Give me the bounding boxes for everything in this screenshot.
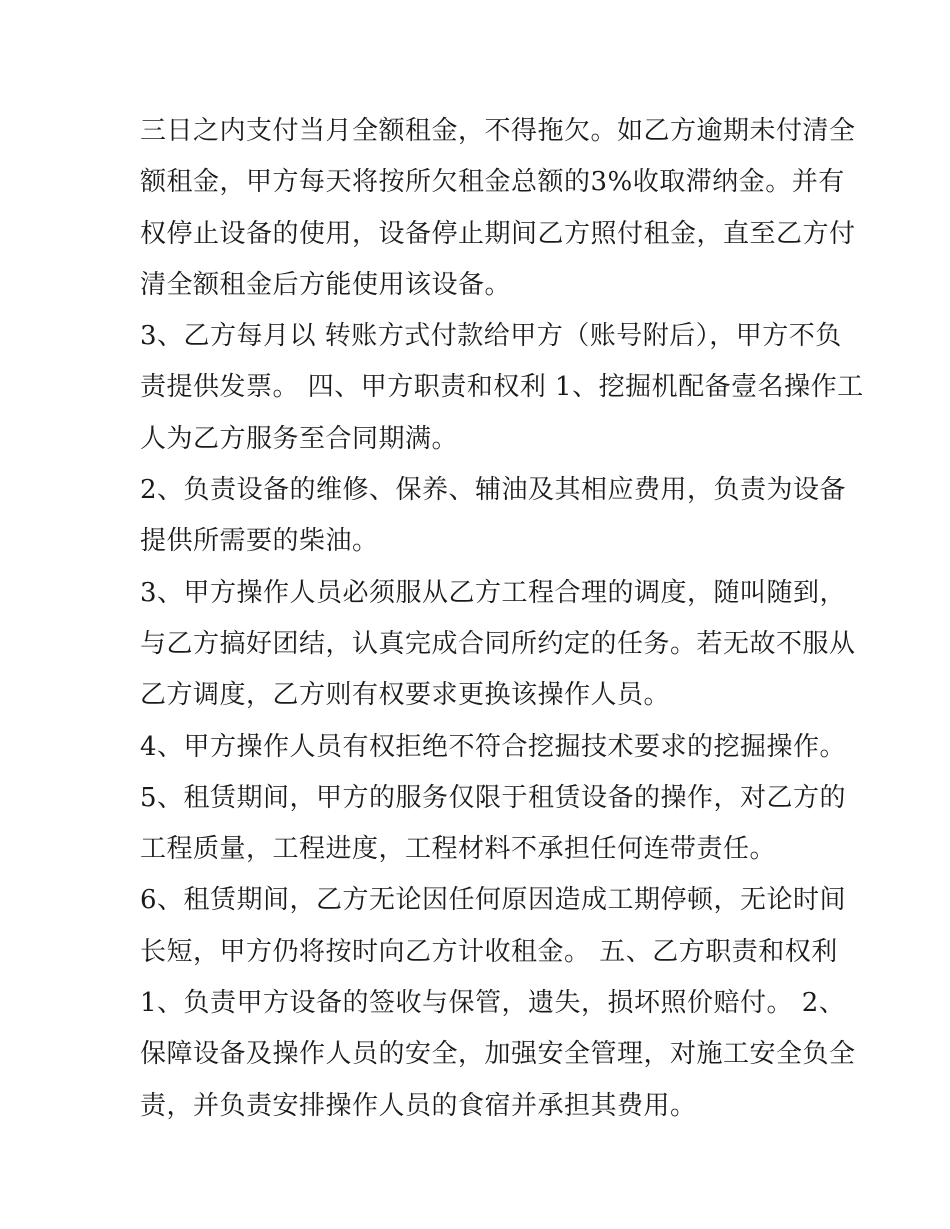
- text-line: 乙方调度，乙方则有权要求更换该操作人员。: [140, 680, 671, 711]
- text-line: 权停止设备的使用，设备停止期间乙方照付租金，直至乙方付: [140, 218, 856, 249]
- text-line: 额租金，甲方每天将按所欠租金总额的3%收取滞纳金。并有: [140, 167, 845, 198]
- text-line: 2、负责设备的维修、保养、辅油及其相应费用，负责为设备: [140, 475, 847, 506]
- text-line: 6、租赁期间，乙方无论因任何原因造成工期停顿，无论时间: [140, 885, 847, 916]
- document-body: [140, 106, 864, 1132]
- text-line: 提供所需要的柴油。: [140, 526, 379, 557]
- text-line: 长短，甲方仍将按时向乙方计收租金。 五、乙方职责和权利: [140, 936, 838, 967]
- text-line: 4、甲方操作人员有权拒绝不符合挖掘技术要求的挖掘操作。: [140, 731, 847, 762]
- text-line: 人为乙方服务至合同期满。: [140, 423, 459, 454]
- text-line: 工程质量，工程进度，工程材料不承担任何连带责任。: [140, 834, 777, 865]
- text-line: 清全额租金后方能使用该设备。: [140, 269, 512, 300]
- text-line: 3、乙方每月以 转账方式付款给甲方（账号附后），甲方不负: [140, 321, 842, 352]
- text-line: 责提供发票。 四、甲方职责和权利 1、挖掘机配备壹名操作工: [140, 372, 864, 403]
- text-line: 保障设备及操作人员的安全，加强安全管理，对施工安全负全: [140, 1039, 856, 1070]
- text-line: 三日之内支付当月全额租金，不得拖欠。如乙方逾期未付清全: [140, 116, 856, 146]
- text-line: 3、甲方操作人员必须服从乙方工程合理的调度，随叫随到，: [140, 577, 847, 608]
- text-line: 与乙方搞好团结，认真完成合同所约定的任务。若无故不服从: [140, 628, 856, 659]
- text-line: 1、负责甲方设备的签收与保管，遗失，损坏照价赔付。 2、: [140, 988, 846, 1019]
- text-line: 责，并负责安排操作人员的食宿并承担其费用。: [140, 1090, 697, 1121]
- text-line: 5、租赁期间，甲方的服务仅限于租赁设备的操作，对乙方的: [140, 782, 847, 813]
